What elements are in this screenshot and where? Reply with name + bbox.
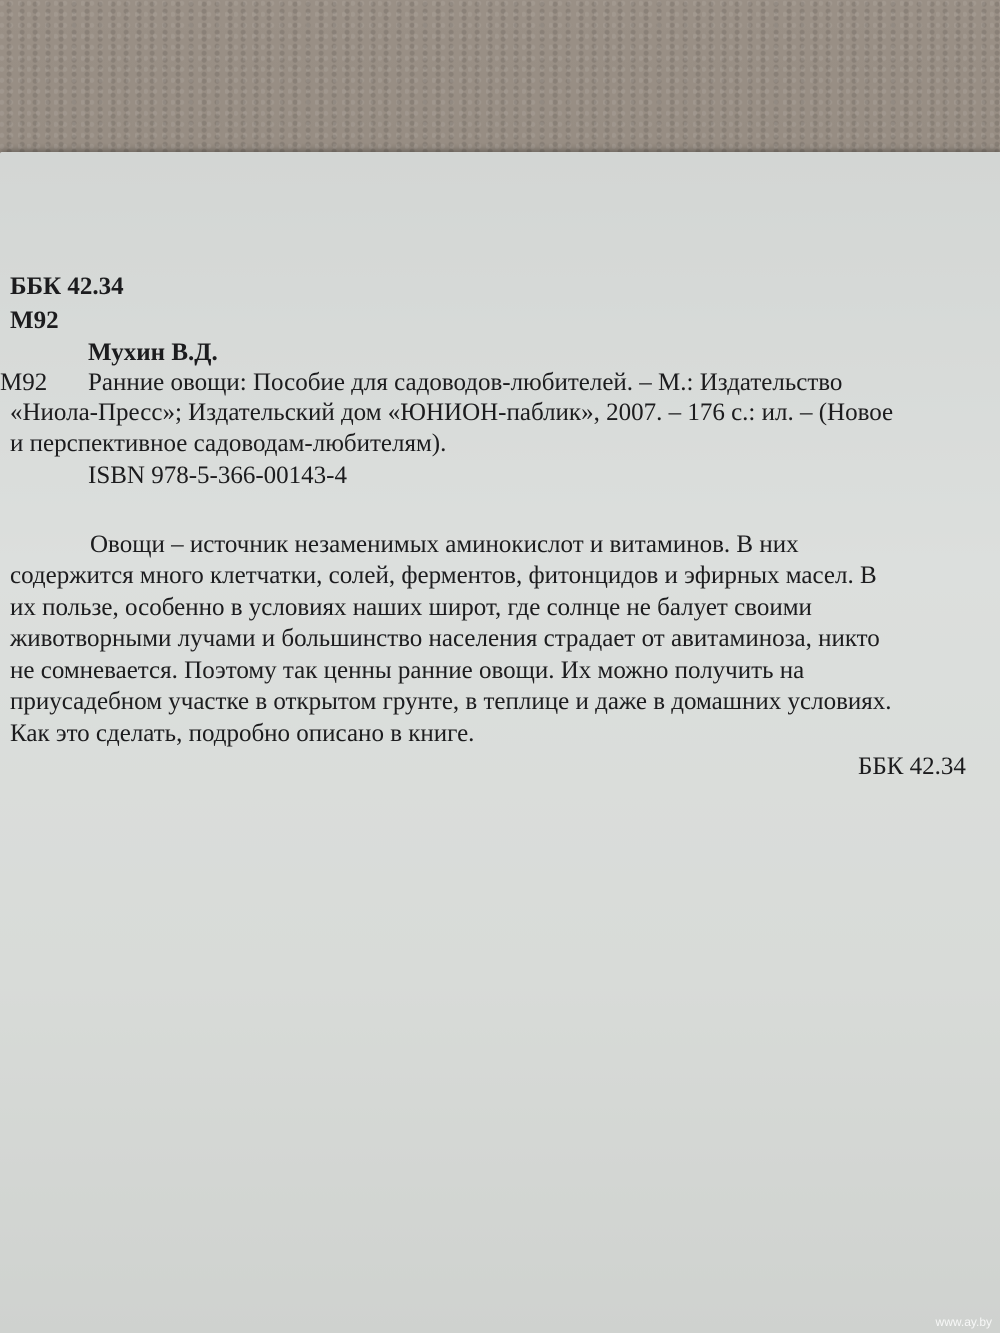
bibliographic-line-1: Ранние овощи: Пособие для садоводов-любителей. – М.: Издательство: [88, 369, 843, 396]
margin-code: М92: [0, 369, 48, 396]
annotation-line-7: Как это сделать, подробно описано в книге.: [10, 720, 475, 747]
bbk-footer: ББК 42.34: [858, 753, 966, 780]
annotation-line-2: содержится много клетчатки, солей, ферментов, фитонцидов и эфирных масел. В: [10, 562, 877, 589]
bibliographic-line-3: и перспективное садоводам-любителям).: [10, 430, 447, 457]
bbk-header: ББК 42.34: [10, 273, 124, 300]
author-name: Мухин В.Д.: [88, 339, 218, 366]
bibliographic-line-2: «Ниола-Пресс»; Издательский дом «ЮНИОН-паблик», 2007. – 176 с.: ил. – (Новое: [10, 399, 894, 426]
book-page: [0, 152, 1000, 1333]
annotation-line-3: их пользе, особенно в условиях наших широт, где солнце не балует своими: [10, 594, 812, 621]
annotation-line-6: приусадебном участке в открытом грунте, в теплице и даже в домашних условиях.: [10, 688, 892, 715]
annotation-line-1: Овощи – источник незаменимых аминокислот и витаминов. В них: [90, 531, 799, 558]
annotation-line-5: не сомневается. Поэтому так ценны ранние овощи. Их можно получить на: [10, 657, 805, 684]
isbn: ISBN 978-5-366-00143-4: [88, 462, 348, 489]
watermark: www.ay.by: [935, 1315, 992, 1329]
annotation-line-4: животворными лучами и большинство населения страдает от авитаминоза, никто: [10, 625, 880, 652]
classification-code: М92: [10, 307, 59, 334]
